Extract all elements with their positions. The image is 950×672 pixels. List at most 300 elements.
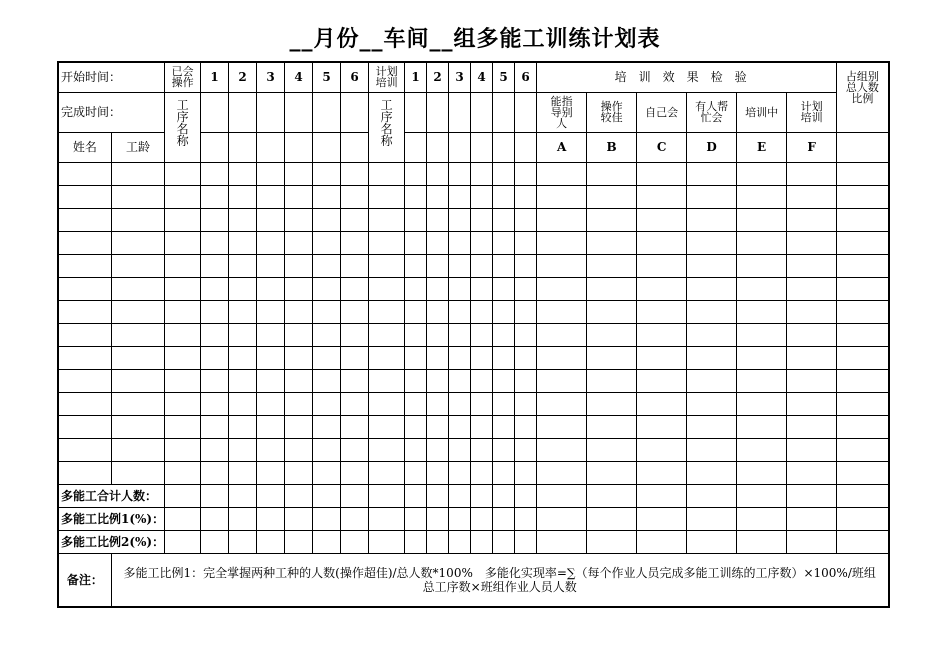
table-cell[interactable] <box>201 162 229 185</box>
table-cell[interactable] <box>471 438 493 461</box>
table-cell[interactable] <box>637 231 687 254</box>
table-cell[interactable] <box>341 346 369 369</box>
table-cell[interactable] <box>427 530 449 553</box>
table-cell[interactable] <box>587 162 637 185</box>
table-cell[interactable] <box>229 346 257 369</box>
table-cell[interactable] <box>369 484 405 507</box>
table-cell[interactable] <box>587 530 637 553</box>
table-cell[interactable] <box>369 530 405 553</box>
table-cell[interactable] <box>313 369 341 392</box>
table-cell[interactable] <box>787 185 837 208</box>
table-cell[interactable] <box>257 484 285 507</box>
table-cell[interactable] <box>427 461 449 484</box>
table-cell[interactable] <box>111 300 164 323</box>
table-cell[interactable] <box>515 162 537 185</box>
table-cell[interactable] <box>687 162 737 185</box>
table-cell[interactable] <box>449 484 471 507</box>
table-cell[interactable] <box>449 162 471 185</box>
table-cell[interactable] <box>201 369 229 392</box>
table-cell[interactable] <box>257 369 285 392</box>
table-cell[interactable] <box>537 369 587 392</box>
table-cell[interactable] <box>313 277 341 300</box>
table-cell[interactable] <box>515 346 537 369</box>
table-cell[interactable] <box>493 415 515 438</box>
table-cell[interactable] <box>637 530 687 553</box>
table-cell[interactable] <box>493 507 515 530</box>
table-cell[interactable] <box>493 231 515 254</box>
table-cell[interactable] <box>229 323 257 346</box>
table-cell[interactable] <box>285 277 313 300</box>
table-cell[interactable] <box>537 300 587 323</box>
table-cell[interactable] <box>58 392 111 415</box>
table-cell[interactable] <box>165 346 201 369</box>
table-cell[interactable] <box>201 231 229 254</box>
table-cell[interactable] <box>58 461 111 484</box>
table-cell[interactable] <box>313 346 341 369</box>
table-cell[interactable] <box>637 392 687 415</box>
table-cell[interactable] <box>537 185 587 208</box>
table-cell[interactable] <box>587 369 637 392</box>
table-cell[interactable] <box>427 208 449 231</box>
table-cell[interactable] <box>471 369 493 392</box>
table-cell[interactable] <box>405 277 427 300</box>
table-cell[interactable] <box>369 369 405 392</box>
table-cell[interactable] <box>737 392 787 415</box>
table-cell[interactable] <box>111 231 164 254</box>
table-cell[interactable] <box>341 438 369 461</box>
table-cell[interactable] <box>285 254 313 277</box>
table-cell[interactable] <box>837 231 889 254</box>
table-cell[interactable] <box>165 208 201 231</box>
table-cell[interactable] <box>257 530 285 553</box>
table-cell[interactable] <box>313 530 341 553</box>
table-cell[interactable] <box>369 415 405 438</box>
table-cell[interactable] <box>687 254 737 277</box>
table-cell[interactable] <box>471 208 493 231</box>
table-cell[interactable] <box>449 185 471 208</box>
table-cell[interactable] <box>257 208 285 231</box>
table-cell[interactable] <box>787 208 837 231</box>
table-cell[interactable] <box>369 185 405 208</box>
table-cell[interactable] <box>837 438 889 461</box>
table-cell[interactable] <box>587 392 637 415</box>
table-cell[interactable] <box>493 277 515 300</box>
table-cell[interactable] <box>837 392 889 415</box>
table-cell[interactable] <box>449 461 471 484</box>
table-cell[interactable] <box>165 162 201 185</box>
table-cell[interactable] <box>837 369 889 392</box>
table-cell[interactable] <box>687 323 737 346</box>
table-cell[interactable] <box>405 392 427 415</box>
table-cell[interactable] <box>165 415 201 438</box>
table-cell[interactable] <box>449 277 471 300</box>
table-cell[interactable] <box>537 231 587 254</box>
table-cell[interactable] <box>449 369 471 392</box>
table-cell[interactable] <box>427 300 449 323</box>
table-cell[interactable] <box>737 484 787 507</box>
table-cell[interactable] <box>587 461 637 484</box>
table-cell[interactable] <box>165 300 201 323</box>
table-cell[interactable] <box>111 323 164 346</box>
table-cell[interactable] <box>837 346 889 369</box>
table-cell[interactable] <box>201 208 229 231</box>
table-cell[interactable] <box>787 507 837 530</box>
table-cell[interactable] <box>165 323 201 346</box>
table-cell[interactable] <box>637 162 687 185</box>
table-cell[interactable] <box>787 369 837 392</box>
table-cell[interactable] <box>427 392 449 415</box>
table-cell[interactable] <box>201 323 229 346</box>
table-cell[interactable] <box>471 323 493 346</box>
table-cell[interactable] <box>471 300 493 323</box>
table-cell[interactable] <box>471 277 493 300</box>
table-cell[interactable] <box>257 461 285 484</box>
table-cell[interactable] <box>313 208 341 231</box>
table-cell[interactable] <box>313 185 341 208</box>
table-cell[interactable] <box>229 300 257 323</box>
table-cell[interactable] <box>369 323 405 346</box>
table-cell[interactable] <box>515 277 537 300</box>
table-cell[interactable] <box>449 438 471 461</box>
table-cell[interactable] <box>687 346 737 369</box>
table-cell[interactable] <box>369 300 405 323</box>
table-cell[interactable] <box>341 484 369 507</box>
table-cell[interactable] <box>837 185 889 208</box>
table-cell[interactable] <box>229 162 257 185</box>
table-cell[interactable] <box>837 415 889 438</box>
table-cell[interactable] <box>201 530 229 553</box>
table-cell[interactable] <box>449 254 471 277</box>
table-cell[interactable] <box>493 530 515 553</box>
table-cell[interactable] <box>285 461 313 484</box>
table-cell[interactable] <box>229 530 257 553</box>
table-cell[interactable] <box>737 254 787 277</box>
table-cell[interactable] <box>687 530 737 553</box>
table-cell[interactable] <box>737 530 787 553</box>
table-cell[interactable] <box>471 185 493 208</box>
table-cell[interactable] <box>637 185 687 208</box>
table-cell[interactable] <box>493 208 515 231</box>
table-cell[interactable] <box>285 369 313 392</box>
table-cell[interactable] <box>369 208 405 231</box>
table-cell[interactable] <box>165 254 201 277</box>
table-cell[interactable] <box>687 484 737 507</box>
table-cell[interactable] <box>341 530 369 553</box>
table-cell[interactable] <box>229 208 257 231</box>
table-cell[interactable] <box>257 277 285 300</box>
table-cell[interactable] <box>229 461 257 484</box>
table-cell[interactable] <box>313 484 341 507</box>
table-cell[interactable] <box>427 484 449 507</box>
table-cell[interactable] <box>369 254 405 277</box>
table-cell[interactable] <box>515 530 537 553</box>
table-cell[interactable] <box>405 484 427 507</box>
table-cell[interactable] <box>165 277 201 300</box>
table-cell[interactable] <box>787 484 837 507</box>
table-cell[interactable] <box>313 507 341 530</box>
table-cell[interactable] <box>201 254 229 277</box>
table-cell[interactable] <box>493 392 515 415</box>
table-cell[interactable] <box>58 300 111 323</box>
table-cell[interactable] <box>471 415 493 438</box>
table-cell[interactable] <box>515 254 537 277</box>
table-cell[interactable] <box>285 484 313 507</box>
table-cell[interactable] <box>165 530 201 553</box>
table-cell[interactable] <box>787 300 837 323</box>
table-cell[interactable] <box>737 277 787 300</box>
table-cell[interactable] <box>493 369 515 392</box>
table-cell[interactable] <box>493 323 515 346</box>
table-cell[interactable] <box>111 277 164 300</box>
table-cell[interactable] <box>58 208 111 231</box>
table-cell[interactable] <box>837 208 889 231</box>
table-cell[interactable] <box>471 254 493 277</box>
table-cell[interactable] <box>369 346 405 369</box>
table-cell[interactable] <box>515 323 537 346</box>
table-cell[interactable] <box>637 438 687 461</box>
table-cell[interactable] <box>341 300 369 323</box>
table-cell[interactable] <box>257 300 285 323</box>
table-cell[interactable] <box>737 162 787 185</box>
table-cell[interactable] <box>369 162 405 185</box>
table-cell[interactable] <box>341 392 369 415</box>
table-cell[interactable] <box>427 162 449 185</box>
table-cell[interactable] <box>493 300 515 323</box>
table-cell[interactable] <box>737 438 787 461</box>
table-cell[interactable] <box>257 392 285 415</box>
table-cell[interactable] <box>427 254 449 277</box>
table-cell[interactable] <box>737 346 787 369</box>
table-cell[interactable] <box>537 530 587 553</box>
table-cell[interactable] <box>201 484 229 507</box>
table-cell[interactable] <box>537 438 587 461</box>
table-cell[interactable] <box>285 300 313 323</box>
table-cell[interactable] <box>687 300 737 323</box>
table-cell[interactable] <box>405 530 427 553</box>
table-cell[interactable] <box>537 277 587 300</box>
table-cell[interactable] <box>449 415 471 438</box>
table-cell[interactable] <box>637 254 687 277</box>
table-cell[interactable] <box>369 231 405 254</box>
table-cell[interactable] <box>257 323 285 346</box>
table-cell[interactable] <box>737 231 787 254</box>
table-cell[interactable] <box>471 346 493 369</box>
table-cell[interactable] <box>369 277 405 300</box>
table-cell[interactable] <box>111 346 164 369</box>
table-cell[interactable] <box>369 438 405 461</box>
table-cell[interactable] <box>405 254 427 277</box>
table-cell[interactable] <box>341 231 369 254</box>
table-cell[interactable] <box>587 185 637 208</box>
table-cell[interactable] <box>787 461 837 484</box>
table-cell[interactable] <box>737 300 787 323</box>
table-cell[interactable] <box>313 461 341 484</box>
table-cell[interactable] <box>111 461 164 484</box>
table-cell[interactable] <box>493 254 515 277</box>
table-cell[interactable] <box>737 369 787 392</box>
table-cell[interactable] <box>405 162 427 185</box>
table-cell[interactable] <box>405 438 427 461</box>
table-cell[interactable] <box>58 438 111 461</box>
table-cell[interactable] <box>471 392 493 415</box>
table-cell[interactable] <box>471 484 493 507</box>
table-cell[interactable] <box>449 208 471 231</box>
table-cell[interactable] <box>587 277 637 300</box>
table-cell[interactable] <box>341 323 369 346</box>
table-cell[interactable] <box>427 369 449 392</box>
table-cell[interactable] <box>471 231 493 254</box>
table-cell[interactable] <box>537 392 587 415</box>
table-cell[interactable] <box>229 369 257 392</box>
table-cell[interactable] <box>737 208 787 231</box>
table-cell[interactable] <box>201 392 229 415</box>
table-cell[interactable] <box>257 231 285 254</box>
table-cell[interactable] <box>787 415 837 438</box>
table-cell[interactable] <box>687 415 737 438</box>
table-cell[interactable] <box>405 185 427 208</box>
table-cell[interactable] <box>787 231 837 254</box>
table-cell[interactable] <box>637 461 687 484</box>
table-cell[interactable] <box>285 438 313 461</box>
table-cell[interactable] <box>427 438 449 461</box>
table-cell[interactable] <box>515 507 537 530</box>
table-cell[interactable] <box>285 507 313 530</box>
table-cell[interactable] <box>637 277 687 300</box>
table-cell[interactable] <box>201 461 229 484</box>
table-cell[interactable] <box>449 300 471 323</box>
table-cell[interactable] <box>405 369 427 392</box>
table-cell[interactable] <box>313 438 341 461</box>
table-cell[interactable] <box>515 438 537 461</box>
table-cell[interactable] <box>257 438 285 461</box>
table-cell[interactable] <box>165 507 201 530</box>
table-cell[interactable] <box>405 507 427 530</box>
table-cell[interactable] <box>229 438 257 461</box>
table-cell[interactable] <box>58 323 111 346</box>
table-cell[interactable] <box>341 461 369 484</box>
table-cell[interactable] <box>737 507 787 530</box>
table-cell[interactable] <box>449 507 471 530</box>
table-cell[interactable] <box>837 277 889 300</box>
table-cell[interactable] <box>493 162 515 185</box>
table-cell[interactable] <box>427 415 449 438</box>
table-cell[interactable] <box>201 300 229 323</box>
table-cell[interactable] <box>537 346 587 369</box>
table-cell[interactable] <box>471 507 493 530</box>
table-cell[interactable] <box>449 392 471 415</box>
table-cell[interactable] <box>58 346 111 369</box>
table-cell[interactable] <box>201 346 229 369</box>
table-cell[interactable] <box>257 185 285 208</box>
table-cell[interactable] <box>111 415 164 438</box>
table-cell[interactable] <box>587 323 637 346</box>
table-cell[interactable] <box>341 208 369 231</box>
table-cell[interactable] <box>111 438 164 461</box>
table-cell[interactable] <box>313 162 341 185</box>
table-cell[interactable] <box>285 415 313 438</box>
table-cell[interactable] <box>537 162 587 185</box>
table-cell[interactable] <box>837 507 889 530</box>
table-cell[interactable] <box>201 438 229 461</box>
table-cell[interactable] <box>587 438 637 461</box>
table-cell[interactable] <box>341 277 369 300</box>
table-cell[interactable] <box>111 208 164 231</box>
table-cell[interactable] <box>58 415 111 438</box>
table-cell[interactable] <box>111 369 164 392</box>
table-cell[interactable] <box>837 461 889 484</box>
table-cell[interactable] <box>285 185 313 208</box>
table-cell[interactable] <box>58 162 111 185</box>
table-cell[interactable] <box>493 346 515 369</box>
table-cell[interactable] <box>405 415 427 438</box>
table-cell[interactable] <box>58 185 111 208</box>
table-cell[interactable] <box>313 415 341 438</box>
table-cell[interactable] <box>111 392 164 415</box>
table-cell[interactable] <box>229 254 257 277</box>
table-cell[interactable] <box>787 254 837 277</box>
table-cell[interactable] <box>201 415 229 438</box>
table-cell[interactable] <box>229 484 257 507</box>
table-cell[interactable] <box>493 484 515 507</box>
table-cell[interactable] <box>737 323 787 346</box>
table-cell[interactable] <box>493 438 515 461</box>
table-cell[interactable] <box>449 231 471 254</box>
table-cell[interactable] <box>737 185 787 208</box>
table-cell[interactable] <box>537 254 587 277</box>
table-cell[interactable] <box>515 300 537 323</box>
table-cell[interactable] <box>285 530 313 553</box>
table-cell[interactable] <box>587 208 637 231</box>
table-cell[interactable] <box>637 323 687 346</box>
table-cell[interactable] <box>515 392 537 415</box>
table-cell[interactable] <box>493 461 515 484</box>
table-cell[interactable] <box>58 231 111 254</box>
table-cell[interactable] <box>687 185 737 208</box>
table-cell[interactable] <box>341 162 369 185</box>
table-cell[interactable] <box>515 208 537 231</box>
table-cell[interactable] <box>201 507 229 530</box>
table-cell[interactable] <box>257 162 285 185</box>
table-cell[interactable] <box>405 461 427 484</box>
table-cell[interactable] <box>787 162 837 185</box>
table-cell[interactable] <box>737 415 787 438</box>
table-cell[interactable] <box>687 461 737 484</box>
table-cell[interactable] <box>229 415 257 438</box>
table-cell[interactable] <box>405 323 427 346</box>
table-cell[interactable] <box>837 484 889 507</box>
table-cell[interactable] <box>341 254 369 277</box>
table-cell[interactable] <box>257 507 285 530</box>
table-cell[interactable] <box>587 415 637 438</box>
table-cell[interactable] <box>285 208 313 231</box>
table-cell[interactable] <box>515 185 537 208</box>
table-cell[interactable] <box>341 507 369 530</box>
table-cell[interactable] <box>637 415 687 438</box>
table-cell[interactable] <box>285 392 313 415</box>
table-cell[interactable] <box>257 254 285 277</box>
table-cell[interactable] <box>58 254 111 277</box>
table-cell[interactable] <box>257 346 285 369</box>
table-cell[interactable] <box>515 369 537 392</box>
table-cell[interactable] <box>587 346 637 369</box>
table-cell[interactable] <box>687 208 737 231</box>
table-cell[interactable] <box>687 277 737 300</box>
table-cell[interactable] <box>427 185 449 208</box>
table-cell[interactable] <box>449 323 471 346</box>
table-cell[interactable] <box>637 300 687 323</box>
table-cell[interactable] <box>313 254 341 277</box>
table-cell[interactable] <box>537 484 587 507</box>
